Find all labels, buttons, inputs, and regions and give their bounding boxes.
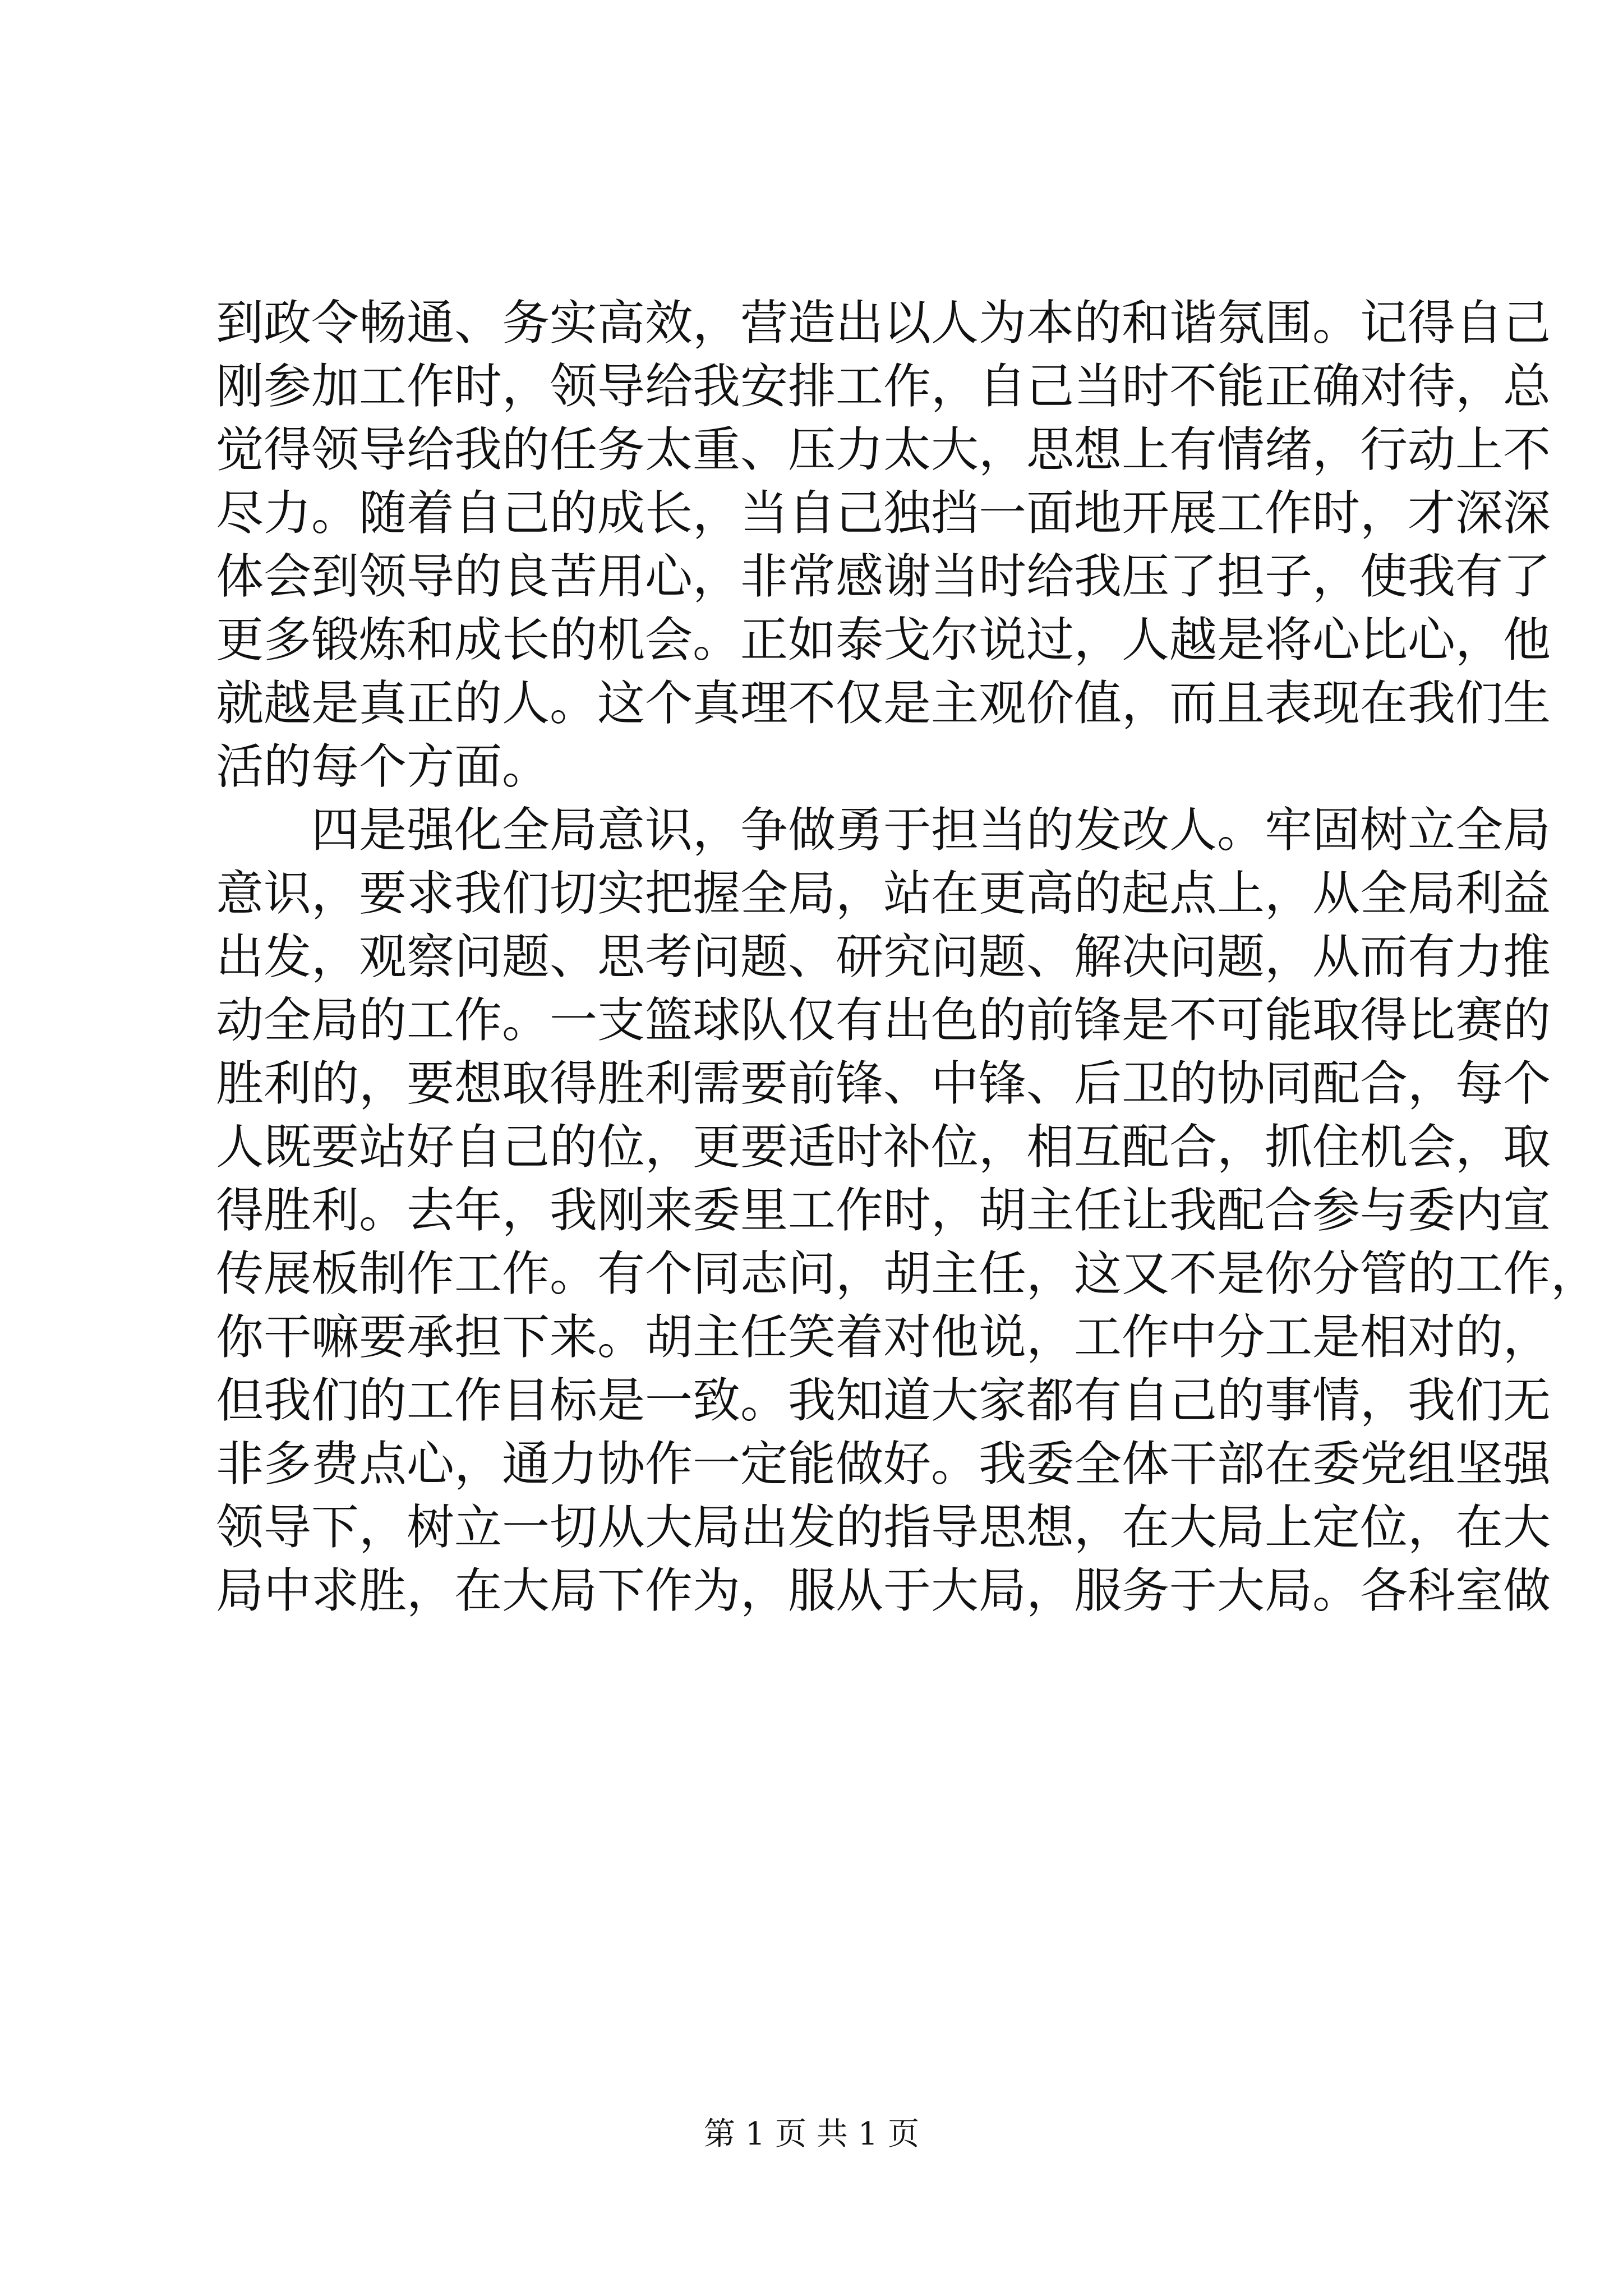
page-number-label: 第 1 页 共 1 页: [703, 2116, 920, 2152]
paragraph-1: [216, 292, 1551, 799]
text-line: 活的每个方面。: [216, 739, 550, 795]
text-line: 四是强化全局意识，争做勇于担当的发改人。牢固树立全局: [311, 803, 1551, 858]
text-line: 刚参加工作时，领导给我安排工作，自己当时不能正确对待，总: [216, 359, 1551, 415]
text-line: 但我们的工作目标是一致。我知道大家都有自己的事情，我们无: [216, 1373, 1551, 1429]
text-line: 体会到领导的良苦用心，非常感谢当时给我压了担子，使我有了: [216, 549, 1551, 605]
text-line: 觉得领导给我的任务太重、压力太大，思想上有情绪，行动上不: [216, 422, 1551, 478]
text-line: 动全局的工作。一支篮球队仅有出色的前锋是不可能取得比赛的: [216, 993, 1551, 1048]
page-footer: [0, 2109, 1623, 2154]
paragraph-2: [216, 799, 1599, 1623]
text-line: 非多费点心，通力协作一定能做好。我委全体干部在委党组坚强: [216, 1437, 1551, 1492]
text-line: 更多锻炼和成长的机会。正如泰戈尔说过，人越是将心比心，他: [216, 613, 1551, 668]
text-line: 胜利的，要想取得胜利需要前锋、中锋、后卫的协同配合，每个: [216, 1056, 1551, 1112]
text-line: 领导下，树立一切从大局出发的指导思想，在大局上定位，在大: [216, 1500, 1551, 1556]
text-line: 传展板制作工作。有个同志问，胡主任，这又不是你分管的工作，: [216, 1246, 1599, 1302]
text-line: 尽力。随着自己的成长，当自己独挡一面地开展工作时，才深深: [216, 486, 1551, 541]
text-line: 意识，要求我们切实把握全局，站在更高的起点上，从全局利益: [216, 866, 1551, 922]
text-line: 人既要站好自己的位，更要适时补位，相互配合，抓住机会，取: [216, 1120, 1551, 1175]
text-line: 出发，观察问题、思考问题、研究问题、解决问题，从而有力推: [216, 930, 1551, 985]
text-line: 你干嘛要承担下来。胡主任笑着对他说，工作中分工是相对的，: [216, 1310, 1551, 1365]
text-line: 局中求胜，在大局下作为，服从于大局，服务于大局。各科室做: [216, 1563, 1551, 1619]
text-line: 就越是真正的人。这个真理不仅是主观价值，而且表现在我们生: [216, 676, 1551, 731]
text-line: 到政令畅通、务实高效，营造出以人为本的和谐氛围。记得自己: [216, 296, 1551, 351]
text-line: 得胜利。去年，我刚来委里工作时，胡主任让我配合参与委内宣: [216, 1183, 1551, 1239]
body-text: [216, 292, 1599, 1623]
